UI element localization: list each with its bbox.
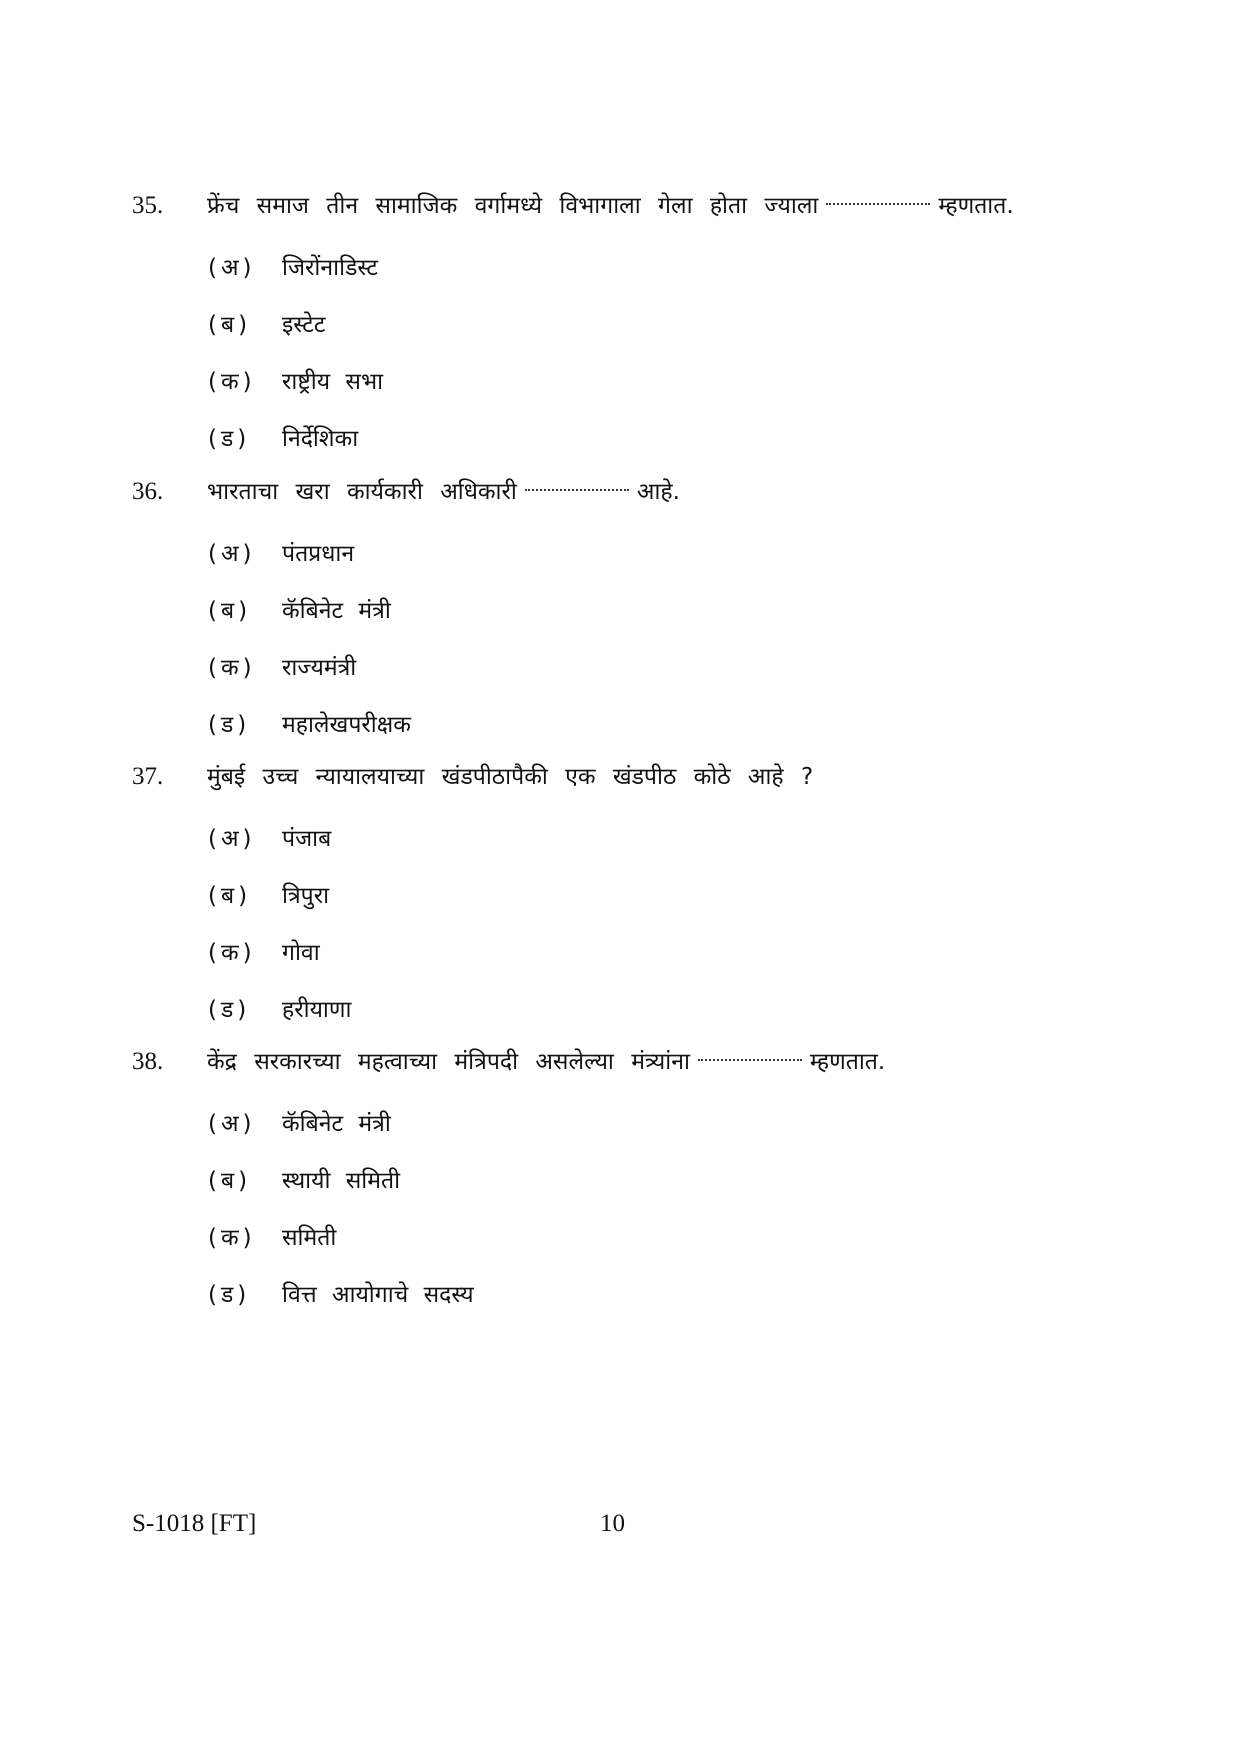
- question-text-before: मुंबई उच्च न्यायालयाच्या खंडपीठापैकी एक खंडपीठ कोठे आहे ?: [207, 764, 814, 790]
- option-text: पंजाब: [282, 826, 332, 852]
- option-c: [0, 648, 700, 688]
- option-label: (ब): [208, 598, 252, 624]
- option-c: [0, 933, 700, 973]
- question-number: 38.: [132, 1048, 164, 1075]
- question-text-after: म्हणतात.: [809, 1049, 886, 1075]
- question-line: [0, 1042, 1240, 1082]
- question-number: 37.: [132, 763, 164, 790]
- option-d: [0, 419, 700, 459]
- option-text: स्थायी समिती: [282, 1168, 401, 1194]
- question-line: [0, 757, 1240, 797]
- option-text: वित्त आयोगाचे सदस्य: [282, 1282, 474, 1308]
- option-label: (क): [208, 940, 256, 966]
- option-label: (क): [208, 655, 256, 681]
- option-text: त्रिपुरा: [282, 883, 330, 909]
- question-text-before: भारताचा खरा कार्यकारी अधिकारी: [207, 479, 517, 505]
- option-b: [0, 591, 700, 631]
- page-number: 10: [600, 1510, 625, 1537]
- option-label: (ड): [208, 426, 251, 452]
- option-label: (ड): [208, 712, 251, 738]
- option-label: (ड): [208, 1282, 251, 1308]
- option-c: [0, 1218, 700, 1258]
- option-d: [0, 990, 700, 1030]
- option-text: कॅबिनेट मंत्री: [282, 1111, 391, 1137]
- option-text: निर्देशिका: [282, 426, 359, 452]
- option-b: [0, 876, 700, 916]
- question-line: [0, 472, 1240, 512]
- option-label: (अ): [208, 541, 256, 567]
- option-d: [0, 1275, 700, 1315]
- question-number: 35.: [132, 192, 164, 219]
- option-text: इस्टेट: [282, 312, 326, 338]
- option-label: (क): [208, 369, 256, 395]
- option-a: [0, 248, 700, 288]
- option-a: [0, 1104, 700, 1144]
- option-label: (ब): [208, 312, 252, 338]
- question-text-before: फ्रेंच समाज तीन सामाजिक वर्गामध्ये विभागाला गेला होता ज्याला: [207, 193, 819, 219]
- question-text: [207, 759, 813, 791]
- question-text: [207, 188, 1014, 220]
- option-text: कॅबिनेट मंत्री: [282, 598, 391, 624]
- fill-blank: [826, 203, 930, 205]
- option-text: पंतप्रधान: [282, 541, 355, 567]
- option-b: [0, 305, 700, 345]
- fill-blank: [698, 1059, 802, 1061]
- option-label: (ड): [208, 997, 251, 1023]
- option-text: जिरोंनाडिस्ट: [282, 255, 378, 281]
- question-text: [207, 474, 680, 506]
- option-d: [0, 705, 700, 745]
- option-label: (अ): [208, 1111, 256, 1137]
- option-label: (अ): [208, 826, 256, 852]
- option-label: (ब): [208, 1168, 252, 1194]
- option-text: राज्यमंत्री: [282, 655, 357, 681]
- option-text: समिती: [282, 1225, 337, 1251]
- option-label: (क): [208, 1225, 256, 1251]
- option-text: राष्ट्रीय सभा: [282, 369, 384, 395]
- option-text: गोवा: [282, 940, 320, 966]
- question-text: [207, 1044, 885, 1076]
- option-text: हरीयाणा: [282, 997, 352, 1023]
- option-a: [0, 534, 700, 574]
- fill-blank: [525, 489, 629, 491]
- option-text: महालेखपरीक्षक: [282, 712, 411, 738]
- option-a: [0, 819, 700, 859]
- question-text-after: म्हणतात.: [938, 193, 1014, 219]
- question-number: 36.: [132, 478, 164, 505]
- option-c: [0, 362, 700, 402]
- question-text-after: आहे.: [636, 479, 680, 505]
- question-text-before: केंद्र सरकारच्या महत्वाच्या मंत्रिपदी असलेल्या मंत्र्यांना: [207, 1049, 690, 1075]
- option-b: [0, 1161, 700, 1201]
- option-label: (अ): [208, 255, 256, 281]
- option-label: (ब): [208, 883, 252, 909]
- question-line: [0, 186, 1240, 226]
- paper-code: S-1018 [FT]: [132, 1510, 257, 1537]
